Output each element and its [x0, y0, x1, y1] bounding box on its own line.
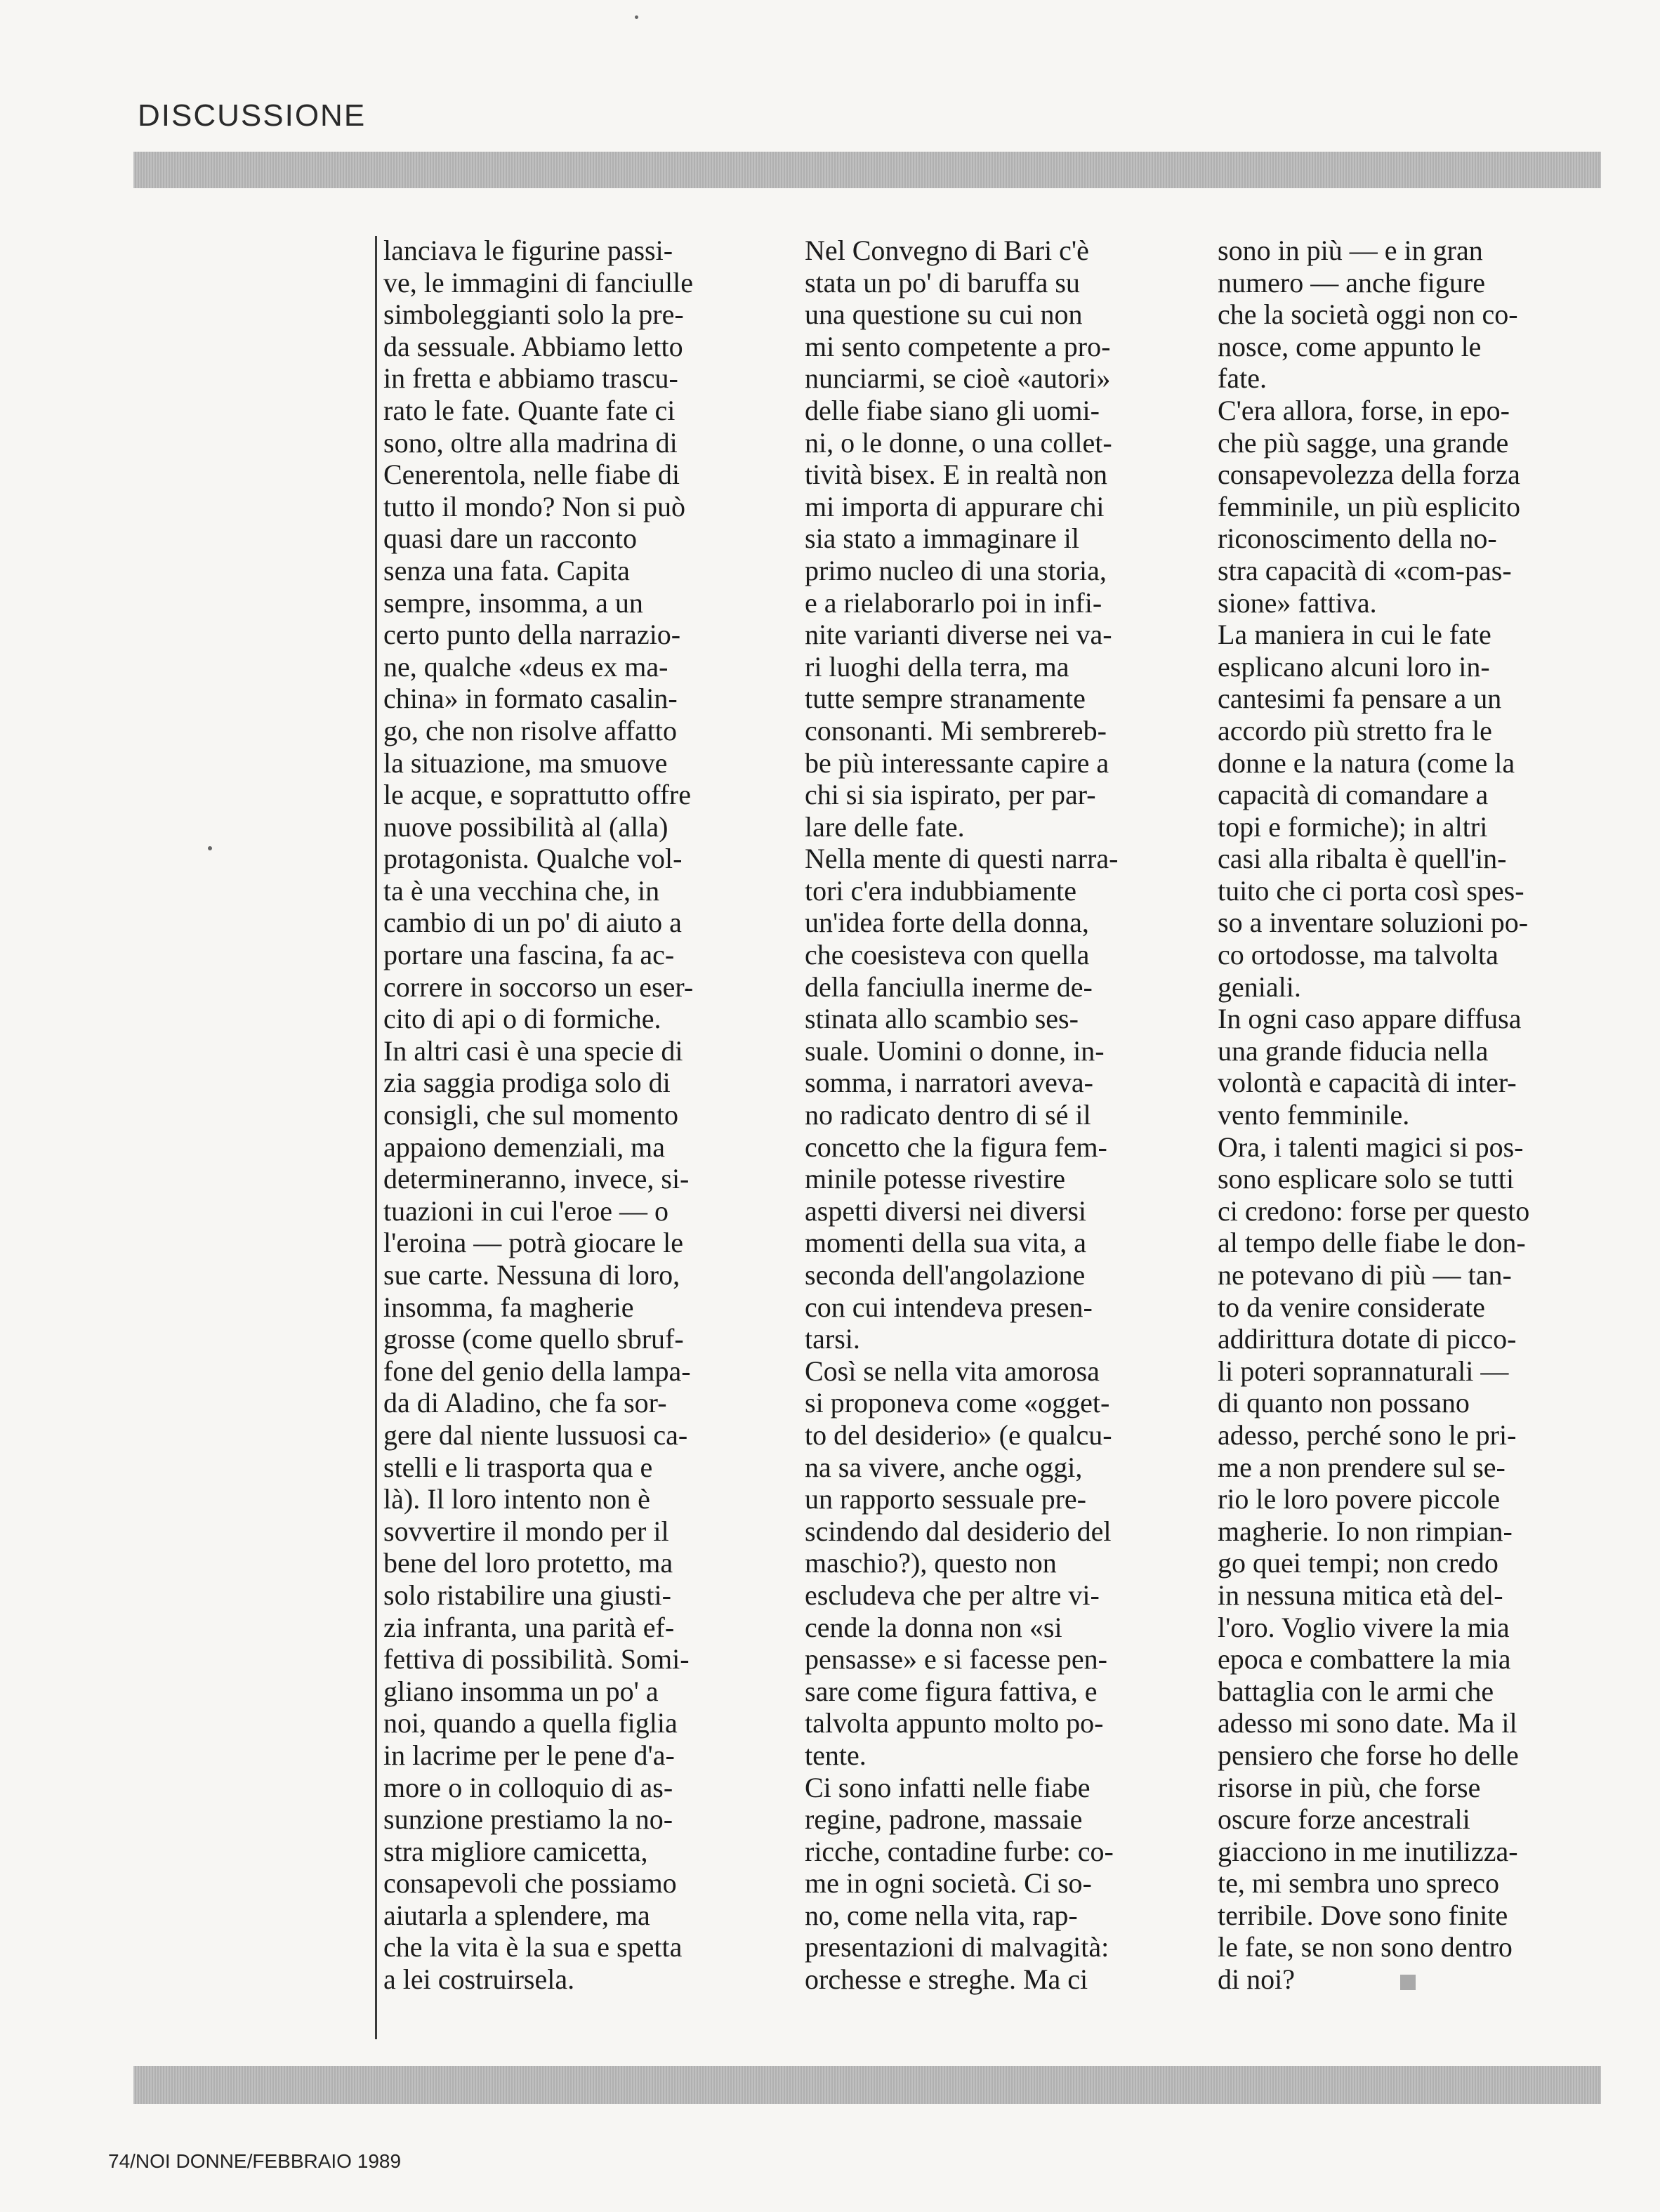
page-folio: 74/NOI DONNE/FEBBRAIO 1989: [108, 2150, 402, 2172]
text-line: fate.: [1218, 362, 1267, 395]
text-line: mi sento competente a pro-: [805, 330, 1111, 362]
text-line: in nessuna mitica età del-: [1218, 1579, 1503, 1611]
text-line: magherie. Io non rimpian-: [1218, 1515, 1513, 1547]
text-line: stra migliore camicetta,: [383, 1835, 648, 1867]
text-line: lanciava le figurine passi-: [383, 235, 673, 266]
text-line: ni, o le donne, o una collet-: [805, 426, 1112, 459]
text-line: nunciarmi, se cioè «autori»: [805, 362, 1111, 395]
text-line: ne potevano di più — tan-: [1218, 1259, 1512, 1291]
text-line: determineranno, invece, si-: [383, 1163, 690, 1195]
text-line: l'eroina — potrà giocare le: [383, 1227, 684, 1259]
text-column-2: [805, 235, 1195, 1996]
text-line: le acque, e soprattutto offre: [383, 779, 691, 811]
text-line: mi importa di appurare chi: [805, 490, 1105, 522]
text-line: consigli, che sul momento: [383, 1099, 678, 1131]
text-line: pensasse» e si facesse pen-: [805, 1643, 1107, 1676]
text-line: battaglia con le armi che: [1218, 1675, 1494, 1707]
text-line: in fretta e abbiamo trascu-: [383, 362, 678, 395]
text-line: che più sagge, una grande: [1218, 426, 1509, 459]
text-line: minile potesse rivestire: [805, 1163, 1066, 1195]
text-line: sono, oltre alla madrina di: [383, 426, 678, 459]
text-line-end: [1218, 1963, 1608, 1996]
text-line: cambio di un po' di aiuto a: [383, 907, 682, 939]
text-line: ta è una vecchina che, in: [383, 874, 660, 907]
text-line: no radicato dentro di sé il: [805, 1099, 1091, 1131]
text-line: fettiva di possibilità. Somi-: [383, 1643, 690, 1676]
text-line: un rapporto sessuale pre-: [805, 1483, 1086, 1515]
text-line: Cenerentola, nelle fiabe di: [383, 459, 680, 491]
text-line: no, come nella vita, rap-: [805, 1899, 1078, 1931]
text-line: pensiero che forse ho delle: [1218, 1739, 1519, 1771]
text-line: adesso, perché sono le pri-: [1218, 1418, 1517, 1451]
text-line: un'idea forte della donna,: [805, 907, 1089, 939]
text-line: accordo più stretto fra le: [1218, 714, 1492, 746]
text-line: da sessuale. Abbiamo letto: [383, 330, 683, 362]
text-line: C'era allora, forse, in epo-: [1218, 394, 1510, 426]
text-line: gliano insomma un po' a: [383, 1675, 659, 1707]
text-line: cende la donna non «si: [805, 1611, 1062, 1643]
text-line: simboleggianti solo la pre-: [383, 298, 684, 331]
text-line: portare una fascina, fa ac-: [383, 939, 675, 971]
text-line: terribile. Dove sono finite: [1218, 1899, 1508, 1931]
text-line: to da venire considerate: [1218, 1291, 1485, 1323]
text-line: femminile, un più esplicito: [1218, 490, 1521, 522]
footer-bar: [133, 2066, 1601, 2104]
text-line: noi, quando a quella figlia: [383, 1707, 678, 1739]
text-line: in lacrime per le pene d'a-: [383, 1739, 675, 1771]
text-line: so a inventare soluzioni po-: [1218, 907, 1529, 939]
text-line: protagonista. Qualche vol-: [383, 843, 683, 875]
text-line: di noi?: [1218, 1963, 1295, 1996]
text-line: somma, i narratori aveva-: [805, 1067, 1093, 1099]
text-column-1: [383, 235, 770, 1996]
text-line: volontà e capacità di inter-: [1218, 1067, 1517, 1099]
text-line: riconoscimento della no-: [1218, 522, 1497, 555]
text-line: sia stato a immaginare il: [805, 522, 1079, 555]
text-line: e a rielaborarlo poi in infi-: [805, 586, 1102, 619]
text-line: rato le fate. Quante fate ci: [383, 394, 676, 426]
text-line: certo punto della narrazio-: [383, 619, 681, 651]
scan-speck: [635, 15, 638, 19]
text-line: suale. Uomini o donne, in-: [805, 1034, 1105, 1067]
text-line: di quanto non possano: [1218, 1387, 1470, 1419]
text-line: sue carte. Nessuna di loro,: [383, 1259, 680, 1291]
text-line: tuazioni in cui l'eroe — o: [383, 1194, 668, 1227]
text-line: In altri casi è una specie di: [383, 1034, 683, 1067]
text-line: là). Il loro intento non è: [383, 1483, 650, 1515]
text-line: consonanti. Mi sembrereb-: [805, 714, 1107, 746]
text-line: oscure forze ancestrali: [1218, 1803, 1470, 1836]
text-line: ci credono: forse per questo: [1218, 1194, 1530, 1227]
text-line: sione» fattiva.: [1218, 586, 1377, 619]
text-line: be più interessante capire a: [805, 746, 1109, 779]
text-line: addirittura dotate di picco-: [1218, 1323, 1517, 1355]
end-mark: [1400, 1975, 1416, 1990]
text-line: me in ogni società. Ci so-: [805, 1867, 1092, 1900]
text-line: aiutarla a splendere, ma: [383, 1899, 650, 1931]
text-line: al tempo delle fiabe le don-: [1218, 1227, 1526, 1259]
text-line: della fanciulla inerme de-: [805, 970, 1093, 1003]
text-line: regine, padrone, massaie: [805, 1803, 1083, 1836]
text-line: ricche, contadine furbe: co-: [805, 1835, 1114, 1867]
text-line: momenti della sua vita, a: [805, 1227, 1086, 1259]
text-line: gere dal niente lussuosi ca-: [383, 1418, 688, 1451]
text-line: quasi dare un racconto: [383, 522, 637, 555]
text-line: sempre, insomma, a un: [383, 586, 643, 619]
text-line: insomma, fa magherie: [383, 1291, 634, 1323]
text-line: tori c'era indubbiamente: [805, 874, 1077, 907]
text-line: risorse in più, che forse: [1218, 1771, 1481, 1803]
text-line: con cui intendeva presen-: [805, 1291, 1093, 1323]
text-line: epoca e combattere la mia: [1218, 1643, 1511, 1676]
text-line: si proponeva come «ogget-: [805, 1387, 1110, 1419]
text-line: nite varianti diverse nei va-: [805, 619, 1112, 651]
text-line: adesso mi sono date. Ma il: [1218, 1707, 1517, 1739]
text-line: tarsi.: [805, 1323, 860, 1355]
text-line: primo nucleo di una storia,: [805, 554, 1107, 586]
text-line: zia infranta, una parità ef-: [383, 1611, 675, 1643]
text-line: ri luoghi della terra, ma: [805, 650, 1069, 683]
text-line: l'oro. Voglio vivere la mia: [1218, 1611, 1510, 1643]
text-line: In ogni caso appare diffusa: [1218, 1003, 1522, 1035]
text-line: co ortodosse, ma talvolta: [1218, 939, 1498, 971]
text-line: cito di api o di formiche.: [383, 1003, 661, 1035]
text-line: Nel Convegno di Bari c'è: [805, 235, 1089, 266]
text-line: go quei tempi; non credo: [1218, 1547, 1498, 1579]
scan-speck: [208, 846, 212, 850]
text-line: che coesisteva con quella: [805, 939, 1090, 971]
text-line: delle fiabe siano gli uomi-: [805, 394, 1100, 426]
text-line: appaiono demenziali, ma: [383, 1131, 665, 1163]
text-line: cantesimi fa pensare a un: [1218, 683, 1502, 715]
text-line: aspetti diversi nei diversi: [805, 1194, 1087, 1227]
text-line: talvolta appunto molto po-: [805, 1707, 1104, 1739]
text-line: me a non prendere sul se-: [1218, 1451, 1506, 1483]
text-line: sovvertire il mondo per il: [383, 1515, 669, 1547]
text-line: escludeva che per altre vi-: [805, 1579, 1100, 1611]
text-line: seconda dell'angolazione: [805, 1259, 1086, 1291]
text-column-3: [1218, 235, 1608, 1996]
text-line: te, mi sembra uno spreco: [1218, 1867, 1499, 1900]
text-line: Così se nella vita amorosa: [805, 1355, 1100, 1387]
text-line: stinata allo scambio ses-: [805, 1003, 1079, 1035]
text-line: to del desiderio» (e qualcu-: [805, 1418, 1112, 1451]
text-line: consapevolezza della forza: [1218, 459, 1520, 491]
text-line: fone del genio della lampa-: [383, 1355, 691, 1387]
text-line: La maniera in cui le fate: [1218, 619, 1491, 651]
text-line: stelli e li trasporta qua e: [383, 1451, 653, 1483]
text-line: na sa vivere, anche oggi,: [805, 1451, 1083, 1483]
text-line: tutto il mondo? Non si può: [383, 490, 685, 522]
text-line: donne e la natura (come la: [1218, 746, 1515, 779]
text-line: consapevoli che possiamo: [383, 1867, 677, 1900]
text-line: zia saggia prodiga solo di: [383, 1067, 671, 1099]
text-line: da di Aladino, che fa sor-: [383, 1387, 667, 1419]
text-line: sono in più — e in gran: [1218, 235, 1483, 266]
text-line: sunzione prestiamo la no-: [383, 1803, 673, 1836]
text-line: geniali.: [1218, 970, 1301, 1003]
text-line: Ora, i talenti magici si pos-: [1218, 1131, 1524, 1163]
text-line: ne, qualche «deus ex ma-: [383, 650, 668, 683]
text-line: stra capacità di «com-pas-: [1218, 554, 1512, 586]
text-line: correre in soccorso un eser-: [383, 970, 694, 1003]
text-line: bene del loro protetto, ma: [383, 1547, 673, 1579]
text-line: rio le loro povere piccole: [1218, 1483, 1501, 1515]
text-line: sono esplicare solo se tutti: [1218, 1163, 1515, 1195]
text-line: vento femminile.: [1218, 1099, 1410, 1131]
text-line: orchesse e streghe. Ma ci: [805, 1963, 1088, 1996]
text-line: le fate, se non sono dentro: [1218, 1931, 1513, 1963]
header-bar: [133, 152, 1601, 188]
text-line: lare delle fate.: [805, 810, 965, 843]
text-line: capacità di comandare a: [1218, 779, 1489, 811]
text-line: maschio?), questo non: [805, 1547, 1057, 1579]
text-line: more o in colloquio di as-: [383, 1771, 673, 1803]
text-line: esplicano alcuni loro in-: [1218, 650, 1490, 683]
text-line: una grande fiducia nella: [1218, 1034, 1489, 1067]
text-line: tente.: [805, 1739, 867, 1771]
text-line: giacciono in me inutilizza-: [1218, 1835, 1518, 1867]
text-line: li poteri soprannaturali —: [1218, 1355, 1509, 1387]
text-line: casi alla ribalta è quell'in-: [1218, 843, 1507, 875]
text-line: nuove possibilità al (alla): [383, 810, 668, 843]
text-line: sare come figura fattiva, e: [805, 1675, 1098, 1707]
text-line: presentazioni di malvagità:: [805, 1931, 1109, 1963]
text-line: china» in formato casalin-: [383, 683, 678, 715]
text-line: senza una fata. Capita: [383, 554, 630, 586]
text-line: che la vita è la sua e spetta: [383, 1931, 683, 1963]
text-line: concetto che la figura fem-: [805, 1131, 1107, 1163]
text-line: una questione su cui non: [805, 298, 1083, 331]
text-line: Ci sono infatti nelle fiabe: [805, 1771, 1091, 1803]
column-rule: [375, 236, 377, 2039]
section-label: DISCUSSIONE: [138, 98, 367, 133]
text-line: stata un po' di baruffa su: [805, 266, 1080, 298]
text-line: tività bisex. E in realtà non: [805, 459, 1107, 491]
text-line: tuito che ci porta così spes-: [1218, 874, 1524, 907]
text-line: grosse (come quello sbruf-: [383, 1323, 684, 1355]
text-line: nosce, come appunto le: [1218, 330, 1482, 362]
text-line: la situazione, ma smuove: [383, 746, 668, 779]
text-line: Nella mente di questi narra-: [805, 843, 1119, 875]
text-line: che la società oggi non co-: [1218, 298, 1518, 331]
text-line: numero — anche figure: [1218, 266, 1485, 298]
text-line: topi e formiche); in altri: [1218, 810, 1488, 843]
text-line: solo ristabilire una giusti-: [383, 1579, 671, 1611]
text-line: scindendo dal desiderio del: [805, 1515, 1112, 1547]
text-line: tutte sempre stranamente: [805, 683, 1086, 715]
text-line: chi si sia ispirato, per par-: [805, 779, 1096, 811]
text-line: go, che non risolve affatto: [383, 714, 678, 746]
text-line: a lei costruirsela.: [383, 1963, 575, 1996]
text-line: ve, le immagini di fanciulle: [383, 266, 693, 298]
